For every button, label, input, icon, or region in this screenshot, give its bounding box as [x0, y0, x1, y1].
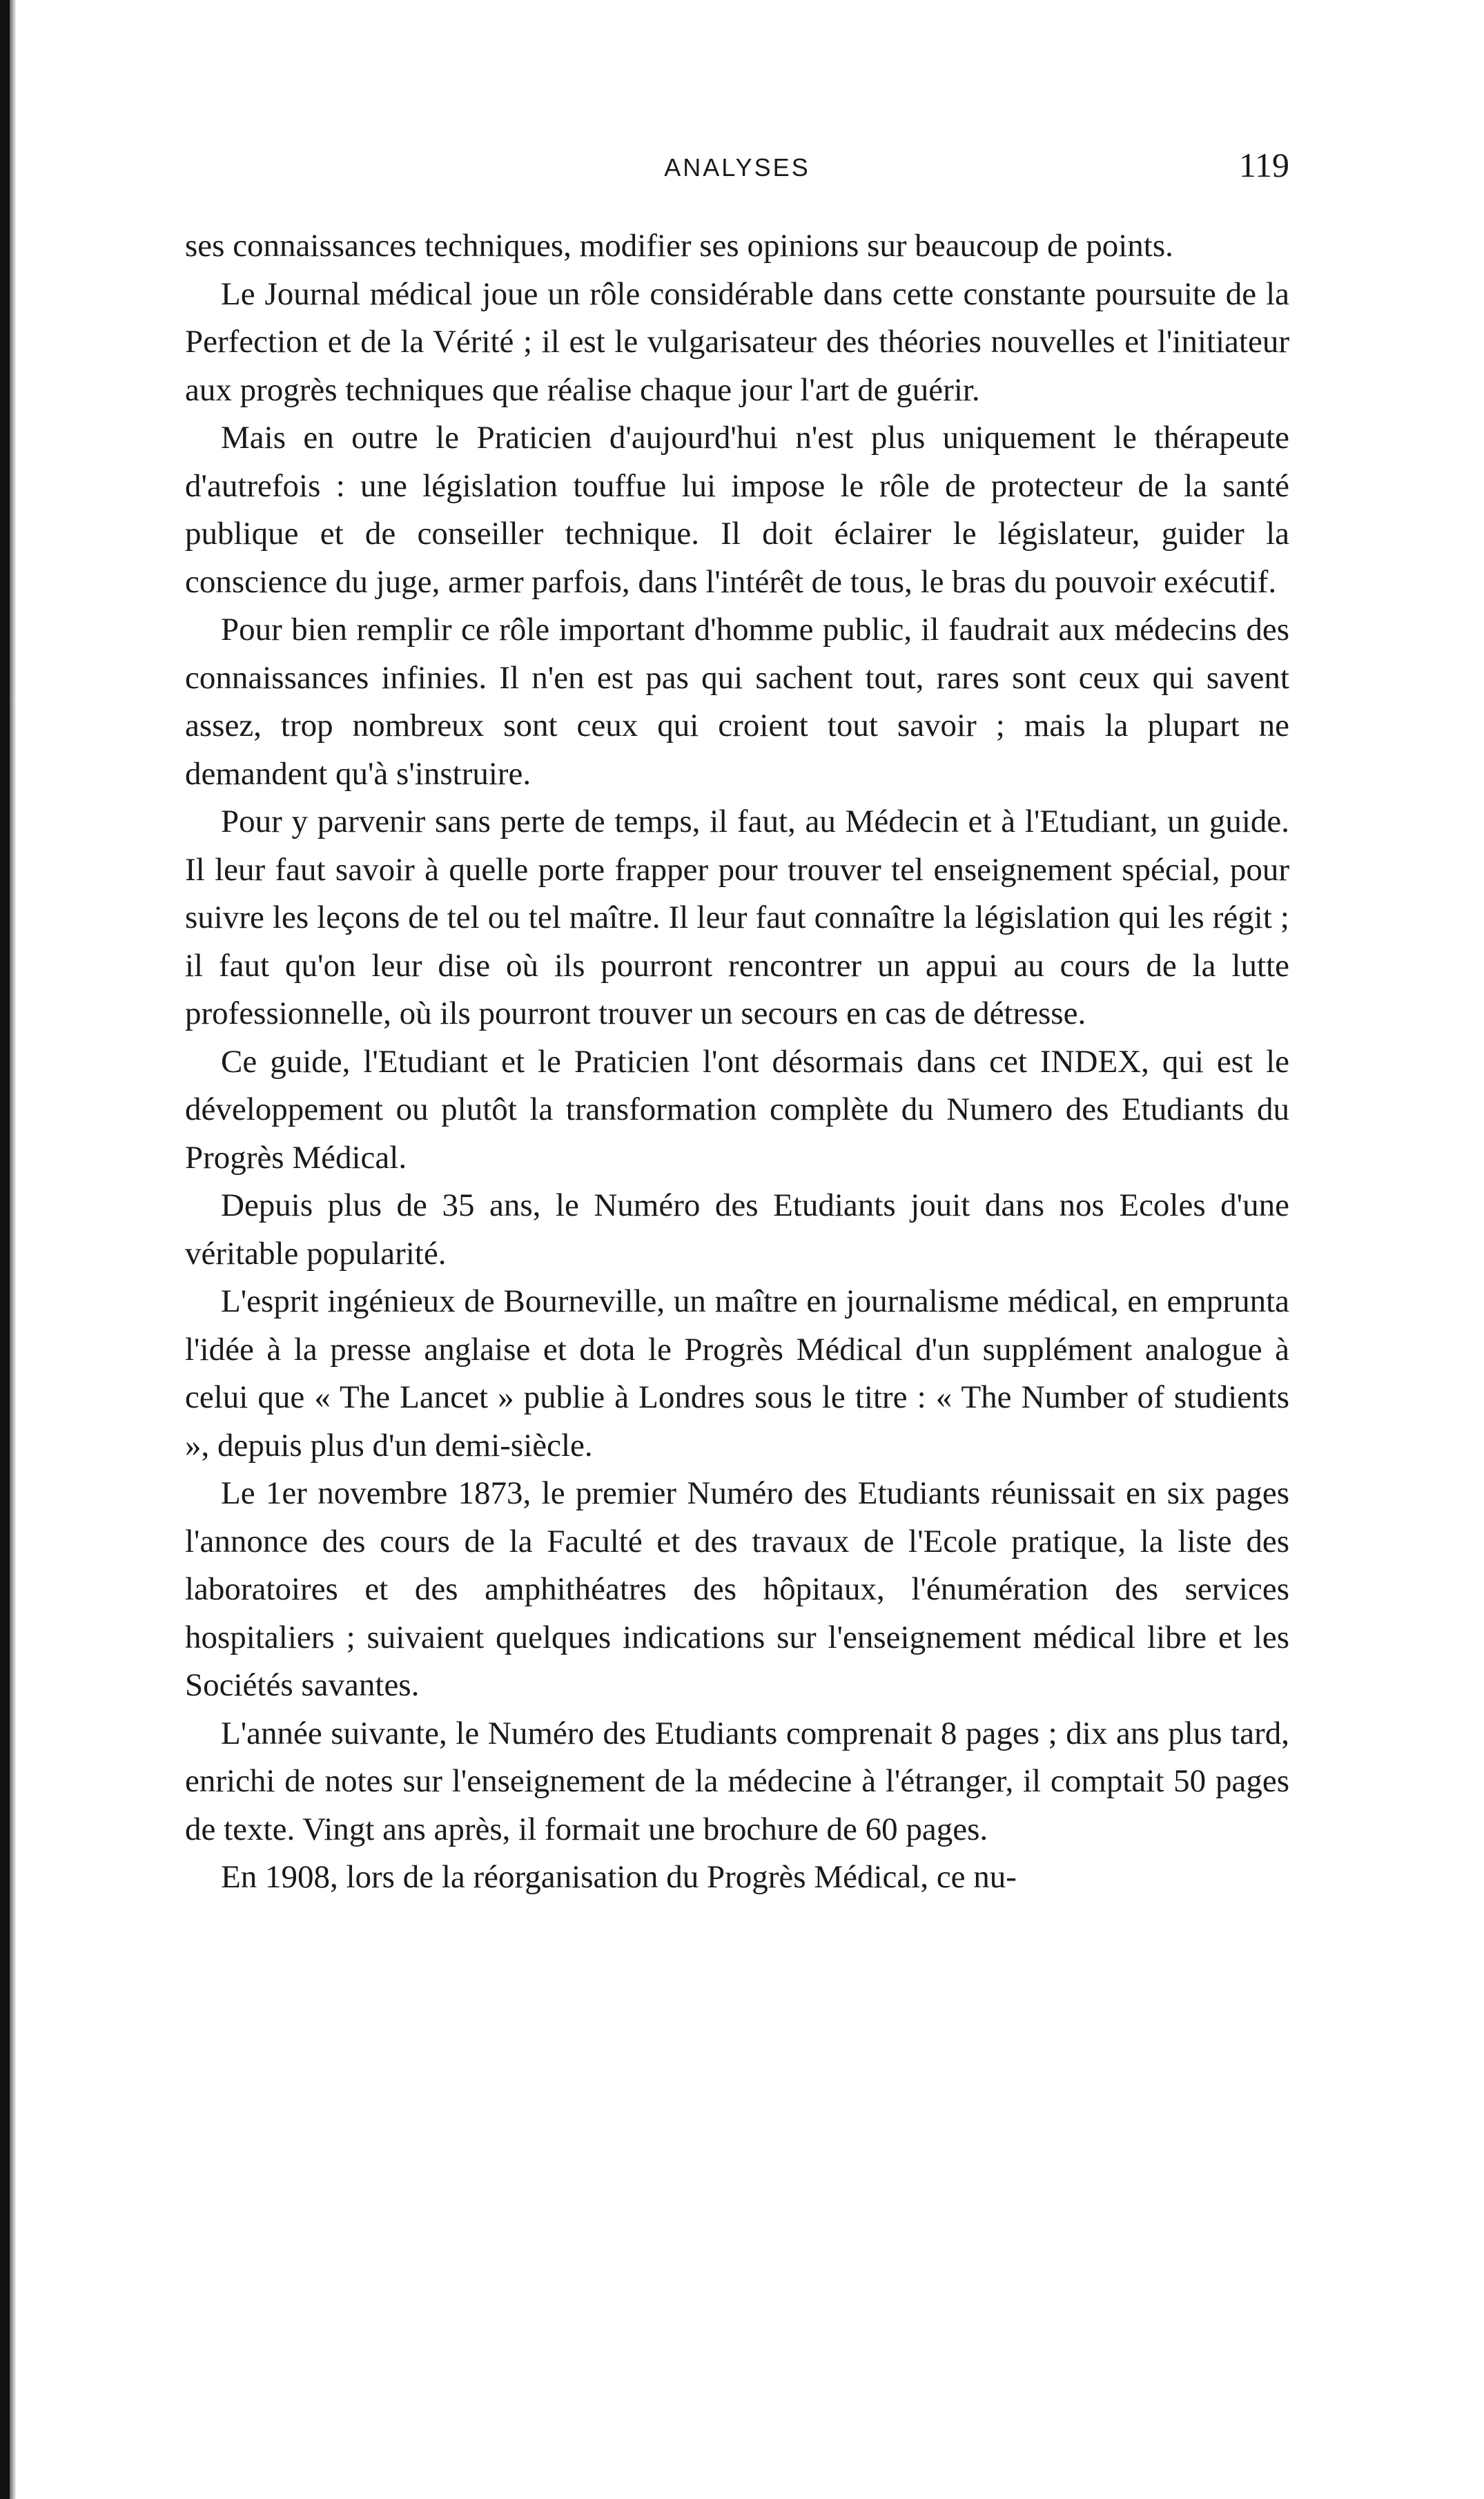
paragraph-9: Le 1er novembre 1873, le premier Numéro des Etudiants réunissait en six pages l'annonce des cours de la Faculté et des travaux de l'Ecole pratique, la liste des laboratoires et des amphithéatres des hôpitaux, l'énumération des services hospitaliers ; suivaient quelques indications sur l'enseignement médical libre et les Sociétés savantes.: [185, 1475, 1289, 1703]
paragraph-7: Depuis plus de 35 ans, le Numéro des Etudiants jouit dans nos Ecoles d'une véritable popularité.: [185, 1187, 1289, 1272]
binding-shadow: [10, 0, 17, 2499]
page-header: [185, 145, 1289, 193]
paragraph-2: Le Journal médical joue un rôle considérable dans cette constante poursuite de la Perfection et de la Vérité ; il est le vulgarisateur des théories nouvelles et l'initiateur aux progrès techniques que réalise chaque jour l'art de guérir.: [185, 275, 1289, 408]
paragraph-6: Ce guide, l'Etudiant et le Praticien l'ont désormais dans cet INDEX, qui est le développement ou plutôt la transformation complète du Numero des Etudiants du Progrès Médical.: [185, 1043, 1289, 1176]
paragraph-11: En 1908, lors de la réorganisation du Progrès Médical, ce nu-: [221, 1859, 1017, 1895]
page-number: 119: [1238, 146, 1289, 184]
paragraph-10: L'année suivante, le Numéro des Etudiants comprenait 8 pages ; dix ans plus tard, enrichi de notes sur l'enseignement de la médecine à l'étranger, il comptait 50 pages de texte. Vingt ans après, il formait une brochure de 60 pages.: [185, 1715, 1289, 1847]
body-text: [185, 222, 1289, 1902]
paragraph-1: ses connaissances techniques, modifier ses opinions sur beaucoup de points.: [185, 228, 1173, 264]
paragraph-4: Pour bien remplir ce rôle important d'homme public, il faudrait aux médecins des connaissances infinies. Il n'en est pas qui sachent tout, rares sont ceux qui savent assez, trop nombreux sont ceux qui croient tout savoir ; mais la plupart ne demandent qu'à s'instruire.: [185, 612, 1289, 792]
paragraph-3: Mais en outre le Praticien d'aujourd'hui n'est plus uniquement le thérapeute d'autrefois : une législation touffue lui impose le rôle de protecteur de la santé publique et de conseiller technique. Il doit éclairer le législateur, guider la conscience du juge, armer parfois, dans l'intérêt de tous, le bras du pouvoir exécutif.: [185, 420, 1289, 600]
book-page: [185, 145, 1289, 1902]
running-head: ANALYSES: [664, 153, 810, 182]
paragraph-5: Pour y parvenir sans perte de temps, il faut, au Médecin et à l'Etudiant, un guide. Il leur faut savoir à quelle porte frapper pour trouver tel enseignement spécial, pour suivre les leçons de tel ou tel maître. Il leur faut connaître la législation qui les régit ; il faut qu'on leur dise où ils pourront rencontrer un appui au cours de la lutte professionnelle, où ils pourront trouver un secours en cas de détresse.: [185, 804, 1289, 1031]
binding-edge: [0, 0, 10, 2499]
paragraph-8: L'esprit ingénieux de Bourneville, un maître en journalisme médical, en emprunta l'idée à la presse anglaise et dota le Progrès Médical d'un supplément analogue à celui que « The Lancet » publie à Londres sous le titre : « The Number of studients », depuis plus d'un demi-siècle.: [185, 1283, 1289, 1464]
